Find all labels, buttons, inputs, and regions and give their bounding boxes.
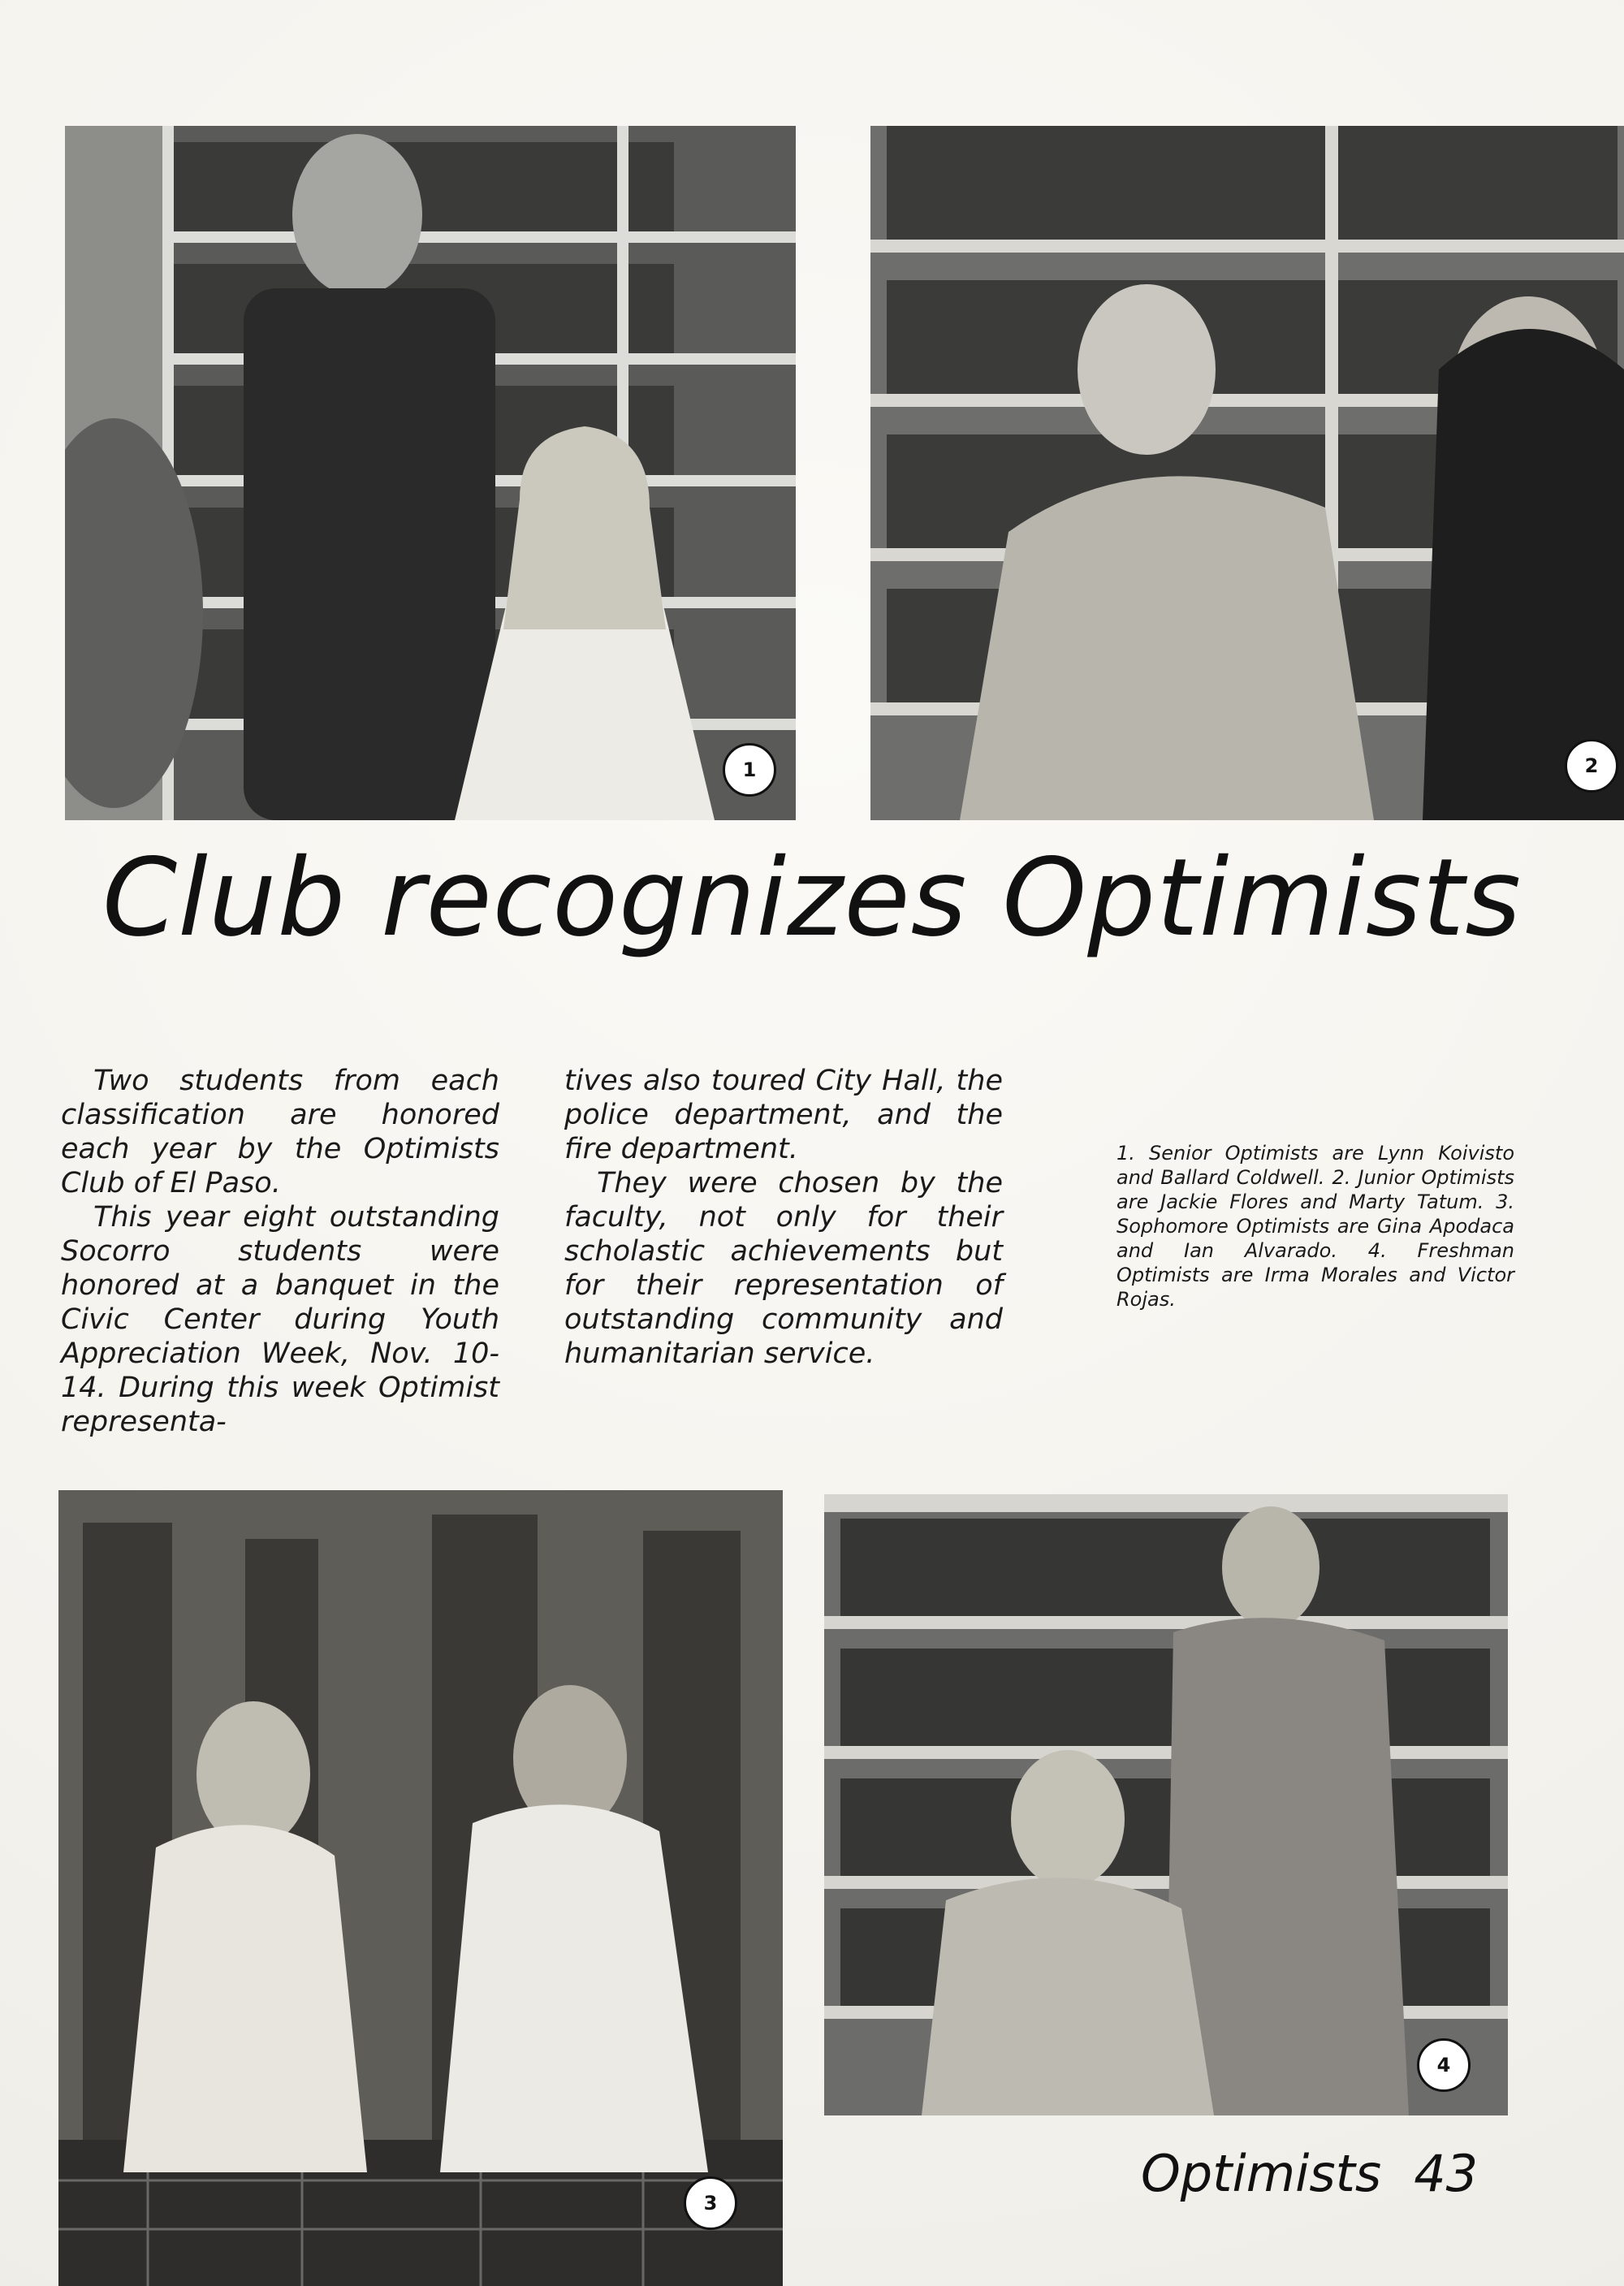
photo-sophomore-optimists <box>58 1490 783 2286</box>
page-number: 43 <box>1414 2144 1479 2203</box>
page-folio <box>1141 2144 1478 2203</box>
article-paragraph: Two students from each classification are honored each year by the Optimists Club of El Paso. <box>61 1065 499 1199</box>
photo-number-badge: 1 <box>723 743 776 797</box>
page-headline: Club recognizes Optimists <box>102 836 1522 961</box>
article-paragraph: This year eight outstanding Socorro students were honored at a banquet in the Civic Center during Youth Appreciation Week, Nov. 10-14. During this week Optimist representa- <box>61 1201 499 1438</box>
folio-section: Optimists <box>1141 2144 1382 2203</box>
caption-text: 1. Senior Optimists are Lynn Koivisto and Ballard Coldwell. 2. Junior Optimists are Jackie Flores and Marty Tatum. 3. Sophomore Optimists are Gina Apodaca and Ian Alvarado. 4. Freshman Optimists are Irma Morales and Victor Rojas. <box>1116 1142 1514 1311</box>
photo-number-badge: 2 <box>1565 739 1618 793</box>
article-column-2 <box>564 1064 1003 1371</box>
photo-1-image <box>65 126 796 820</box>
photo-number-badge: 3 <box>684 2176 737 2230</box>
photo-2-image <box>870 126 1624 820</box>
photo-junior-optimists <box>870 126 1624 820</box>
article-paragraph: tives also toured City Hall, the police department, and the fire department. <box>564 1065 1003 1165</box>
photo-3-image <box>58 1490 783 2286</box>
photo-4-image <box>824 1494 1508 2115</box>
article-column-1 <box>61 1064 499 1439</box>
photo-senior-optimists <box>65 126 796 820</box>
photo-number-badge: 4 <box>1417 2038 1471 2092</box>
article-paragraph: They were chosen by the faculty, not only for their scholastic achievements but for their representation of outstanding community and humanitarian service. <box>564 1167 1003 1370</box>
photo-freshman-optimists <box>824 1494 1508 2115</box>
photo-caption <box>1116 1141 1514 1312</box>
